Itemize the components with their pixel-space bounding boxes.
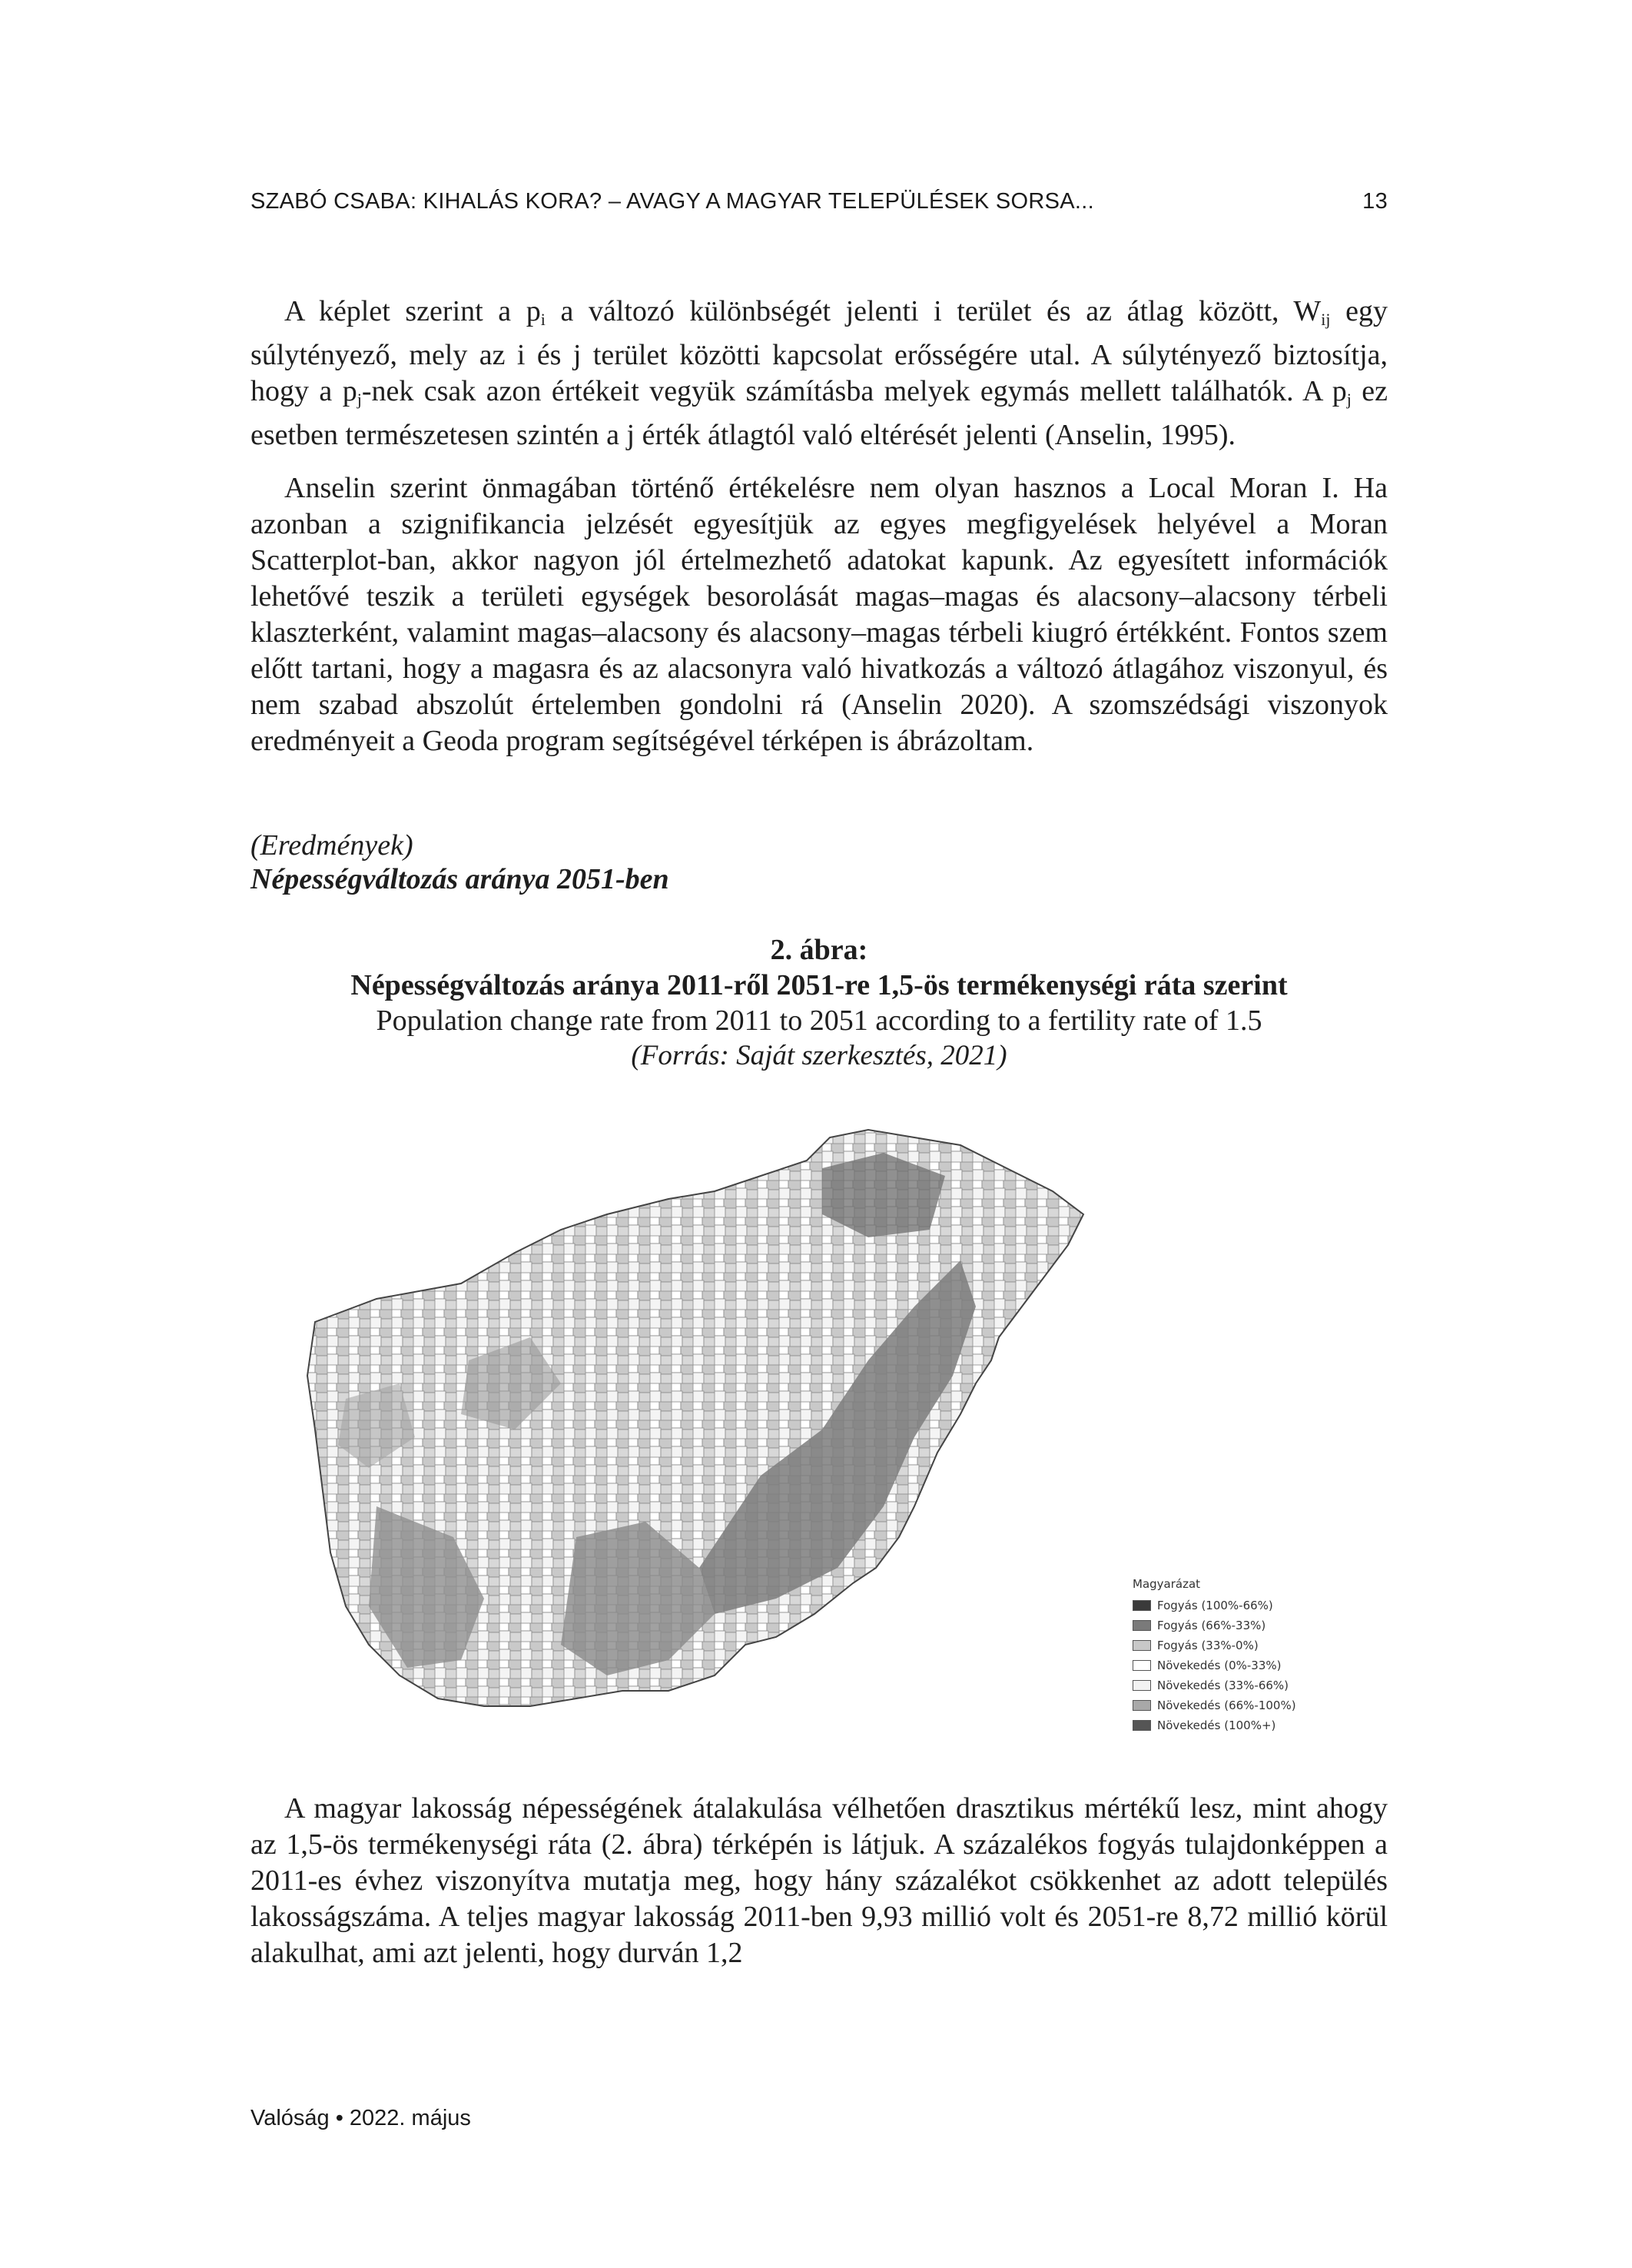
legend-label: Fogyás (66%-33%) xyxy=(1157,1619,1266,1632)
legend-item xyxy=(1133,1715,1332,1735)
p1-text-5: ez esetben természetesen szintén a j érték átlagtól való eltérését jelenti (Anselin, 1995). xyxy=(250,375,1388,451)
legend-label: Fogyás (100%-66%) xyxy=(1157,1599,1273,1612)
legend-item xyxy=(1133,1615,1332,1635)
figure-number: 2. ábra: xyxy=(770,934,868,966)
section-label: (Eredmények) xyxy=(250,829,413,862)
p1-text-3: egy súlytényező, mely az i és j terület közötti kapcsolat erősségére utal. A súlytényező biztosítja, hogy a p xyxy=(250,295,1388,407)
legend-label: Növekedés (33%-66%) xyxy=(1157,1679,1289,1692)
legend-item xyxy=(1133,1635,1332,1655)
p1-text-1: A képlet szerint a p xyxy=(284,295,541,327)
running-title: SZABÓ CSABA: KIHALÁS KORA? – AVAGY A MAGYAR TELEPÜLÉSEK SORSA... xyxy=(250,189,1094,214)
legend-item xyxy=(1133,1695,1332,1715)
legend-label: Növekedés (100%+) xyxy=(1157,1718,1276,1732)
legend-item xyxy=(1133,1596,1332,1615)
figure-title-hu: Népességváltozás aránya 2011-ről 2051-re 1,5-ös termékenységi ráta szerint xyxy=(350,969,1288,1001)
footer: Valóság • 2022. május xyxy=(250,2106,471,2130)
p1-sub-j2: j xyxy=(1346,390,1352,409)
legend-swatch xyxy=(1133,1680,1151,1691)
legend-label: Növekedés (66%-100%) xyxy=(1157,1699,1296,1712)
figure-title-en: Population change rate from 2011 to 2051 according to a fertility rate of 1.5 xyxy=(376,1004,1262,1037)
legend-swatch xyxy=(1133,1720,1151,1731)
paragraph-1 xyxy=(250,294,1388,453)
paragraph-3: A magyar lakosság népességének átalakulása vélhetően drasztikus mértékű lesz, mint ahogy az 1,5-ös termékenységi ráta (2. ábra) térképén is látjuk. A százalékos fogyás tulajdonképpen a 2011-es évhez viszonyítva mutatja meg, hogy hány százalékot csökkenhet az adott település lakosságszáma. A teljes magyar lakosság 2011-ben 9,93 millió volt és 2051-re 8,72 millió körül alakulhat, ami azt jelenti, hogy durván 1,2 xyxy=(250,1792,1388,1969)
legend-title: Magyarázat xyxy=(1133,1577,1201,1591)
p1-sub-j1: j xyxy=(357,390,362,409)
legend-item xyxy=(1133,1675,1332,1695)
paragraph-2: Anselin szerint önmagában történő értékelésre nem olyan hasznos a Local Moran I. Ha azonban a szignifikancia jelzését egyesítjük az egyes megfigyelések helyével a Moran Scatterplot-ban, akkor nagyon jól értelmezhető adatokat kapunk. Az egyesített információk lehetővé teszik a területi egységek besorolását magas–magas és alacsony–alacsony térbeli klaszterként, valamint magas–alacsony és alacsony–magas térbeli kiugró értékként. Fontos szem előtt tartani, hogy a magasra és az alacsonyra való hivatkozás a változó átlagához viszonyul, és nem szabad abszolút értelemben gondolni rá (Anselin 2020). A szomszédsági viszonyok eredményeit a Geoda program segítségével térképen is ábrázoltam. xyxy=(250,472,1388,757)
p1-sub-i: i xyxy=(540,310,546,329)
legend-swatch xyxy=(1133,1700,1151,1711)
running-header xyxy=(250,189,1388,214)
legend-swatch xyxy=(1133,1600,1151,1611)
p1-text-4: -nek csak azon értékeit vegyük számításba melyek egymás mellett találhatók. A p xyxy=(361,375,1347,407)
figure-source: (Forrás: Saját szerkesztés, 2021) xyxy=(631,1040,1007,1071)
legend-label: Növekedés (0%-33%) xyxy=(1157,1659,1282,1672)
p1-text-2: a változó különbségét jelenti i terület és az átlag között, W xyxy=(545,295,1322,327)
legend-swatch xyxy=(1133,1640,1151,1651)
section-title: Népességváltozás aránya 2051-ben xyxy=(250,863,669,895)
legend-swatch xyxy=(1133,1620,1151,1631)
legend-item xyxy=(1133,1655,1332,1675)
legend-swatch xyxy=(1133,1660,1151,1671)
map-legend xyxy=(1133,1577,1332,1735)
p1-sub-ij: ij xyxy=(1321,310,1331,329)
page-number: 13 xyxy=(1362,189,1388,214)
legend-label: Fogyás (33%-0%) xyxy=(1157,1639,1259,1652)
